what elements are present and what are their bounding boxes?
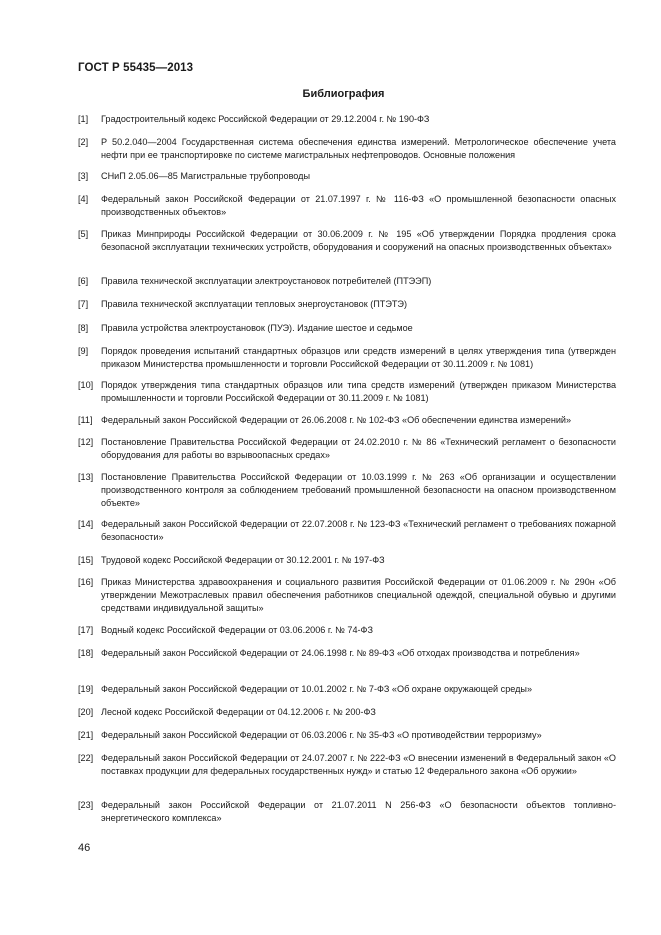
entry-number: [14] bbox=[78, 519, 94, 529]
entry-text: Федеральный закон Российской Федерации от 24.06.1998 г. № 89-ФЗ «Об отходах производства и потребления» bbox=[101, 648, 580, 658]
bibliography-entry bbox=[78, 275, 616, 288]
entry-text: Водный кодекс Российской Федерации от 03.06.2006 г. № 74-ФЗ bbox=[101, 625, 373, 635]
entry-text: Федеральный закон Российской Федерации от 06.03.2006 г. № 35-ФЗ «О противодействии терроризму» bbox=[101, 730, 542, 740]
entry-text: Градостроительный кодекс Российской Федерации от 29.12.2004 г. № 190-ФЗ bbox=[101, 114, 430, 124]
entry-text: Порядок проведения испытаний стандартных образцов или средств измерений в целях утверждения типа (утвержден приказом Министерства промышленности и торговли Российской Федерации от 30.11.2009 г. № 1081) bbox=[101, 346, 616, 369]
bibliography-entry bbox=[78, 576, 616, 614]
bibliography-entry bbox=[78, 799, 616, 825]
entry-text: Трудовой кодекс Российской Федерации от 30.12.2001 г. № 197-ФЗ bbox=[101, 555, 385, 565]
bibliography-entry bbox=[78, 752, 616, 778]
bibliography-entry bbox=[78, 647, 616, 660]
entry-text: Федеральный закон Российской Федерации от 26.06.2008 г. № 102-ФЗ «Об обеспечении единства измерений» bbox=[101, 415, 572, 425]
entry-number: [8] bbox=[78, 323, 89, 333]
entry-number: [15] bbox=[78, 555, 94, 565]
entry-text: Федеральный закон Российской Федерации от 24.07.2007 г. № 222-ФЗ «О внесении изменений в Федеральный закон «О поставках продукции для федеральных государственных нужд» и статью 12 Федерального закона «Об оружии» bbox=[101, 753, 616, 776]
entry-text: Приказ Минприроды Российской Федерации от 30.06.2009 г. № 195 «Об утверждении Порядка продления срока безопасной эксплуатации технических устройств, оборудования и сооружений на опасных производственных объектах» bbox=[101, 229, 616, 252]
entry-number: [21] bbox=[78, 730, 94, 740]
entry-text: Лесной кодекс Российской Федерации от 04.12.2006 г. № 200-ФЗ bbox=[101, 707, 376, 717]
entry-number: [17] bbox=[78, 625, 94, 635]
bibliography-entry bbox=[78, 624, 616, 637]
bibliography-entry bbox=[78, 136, 616, 162]
bibliography-entry bbox=[78, 683, 616, 696]
entry-number: [18] bbox=[78, 648, 94, 658]
entry-text: Правила устройства электроустановок (ПУЭ). Издание шестое и седьмое bbox=[101, 323, 413, 333]
entry-number: [9] bbox=[78, 346, 89, 356]
entry-text: Федеральный закон Российской Федерации от 22.07.2008 г. № 123-ФЗ «Технический регламент о требованиях пожарной безопасности» bbox=[101, 519, 616, 542]
entry-number: [19] bbox=[78, 684, 94, 694]
entry-text: Правила технической эксплуатации тепловых энергоустановок (ПТЭТЭ) bbox=[101, 299, 407, 309]
entry-number: [20] bbox=[78, 707, 94, 717]
entry-number: [1] bbox=[78, 114, 89, 124]
entry-number: [2] bbox=[78, 137, 89, 147]
entry-text: Р 50.2.040—2004 Государственная система обеспечения единства измерений. Метрологическое обеспечение учета нефти при ее транспортировке по системе магистральных нефтепроводов. Основные положения bbox=[101, 137, 616, 160]
entry-number: [10] bbox=[78, 380, 94, 390]
entry-number: [5] bbox=[78, 229, 89, 239]
bibliography-entry bbox=[78, 322, 616, 335]
bibliography-entry bbox=[78, 113, 616, 126]
entry-text: СНиП 2.05.06—85 Магистральные трубопроводы bbox=[101, 171, 311, 181]
bibliography-entry bbox=[78, 298, 616, 311]
entry-text: Приказ Министерства здравоохранения и социального развития Российской Федерации от 01.06.2009 г. № 290н «Об утверждении Межотраслевых правил обеспечения работников специальной одеждой, специальной обувью и другими средствами индивидуальной защиты» bbox=[101, 577, 616, 613]
bibliography-entry bbox=[78, 471, 616, 509]
entry-number: [6] bbox=[78, 276, 89, 286]
entry-text: Порядок утверждения типа стандартных образцов или типа средств измерений (утвержден приказом Министерства промышленности и торговли Российской Федерации от 30.11.2009 г. № 1081) bbox=[101, 380, 616, 403]
entry-number: [4] bbox=[78, 194, 89, 204]
entry-text: Правила технической эксплуатации электроустановок потребителей (ПТЭЭП) bbox=[101, 276, 432, 286]
entry-number: [3] bbox=[78, 171, 89, 181]
entry-number: [12] bbox=[78, 437, 94, 447]
bibliography-entry bbox=[78, 554, 616, 567]
bibliography-title: Библиография bbox=[302, 88, 385, 100]
bibliography-entry bbox=[78, 170, 616, 183]
entry-number: [11] bbox=[78, 415, 93, 425]
entry-number: [13] bbox=[78, 472, 94, 482]
entry-text: Федеральный закон Российской Федерации от 21.07.1997 г. № 116-ФЗ «О промышленной безопасности опасных производственных объектов» bbox=[101, 194, 616, 217]
entry-text: Постановление Правительства Российской Федерации от 24.02.2010 г. № 86 «Технический регламент о безопасности оборудования для работы во взрывоопасных средах» bbox=[101, 437, 616, 460]
entry-number: [22] bbox=[78, 753, 94, 763]
bibliography-entry bbox=[78, 436, 616, 462]
bibliography-entry bbox=[78, 193, 616, 219]
bibliography-entry bbox=[78, 345, 616, 371]
document-code: ГОСТ Р 55435—2013 bbox=[78, 62, 194, 74]
bibliography-entry bbox=[78, 706, 616, 719]
bibliography-entry bbox=[78, 518, 616, 544]
page-number: 46 bbox=[78, 842, 91, 854]
entry-number: [16] bbox=[78, 577, 94, 587]
bibliography-entry bbox=[78, 414, 616, 427]
entry-number: [7] bbox=[78, 299, 89, 309]
bibliography-entry bbox=[78, 228, 616, 254]
entry-text: Постановление Правительства Российской Федерации от 10.03.1999 г. № 263 «Об организации и осуществлении производственного контроля за соблюдением требований промышленной безопасности на опасном производственном объекте» bbox=[101, 472, 616, 508]
entry-text: Федеральный закон Российской Федерации от 10.01.2002 г. № 7-ФЗ «Об охране окружающей среды» bbox=[101, 684, 533, 694]
entry-number: [23] bbox=[78, 800, 94, 810]
entry-text: Федеральный закон Российской Федерации от 21.07.2011 N 256-ФЗ «О безопасности объектов топливно-энергетического комплекса» bbox=[101, 800, 616, 823]
bibliography-entry bbox=[78, 729, 616, 742]
bibliography-entry bbox=[78, 379, 616, 405]
